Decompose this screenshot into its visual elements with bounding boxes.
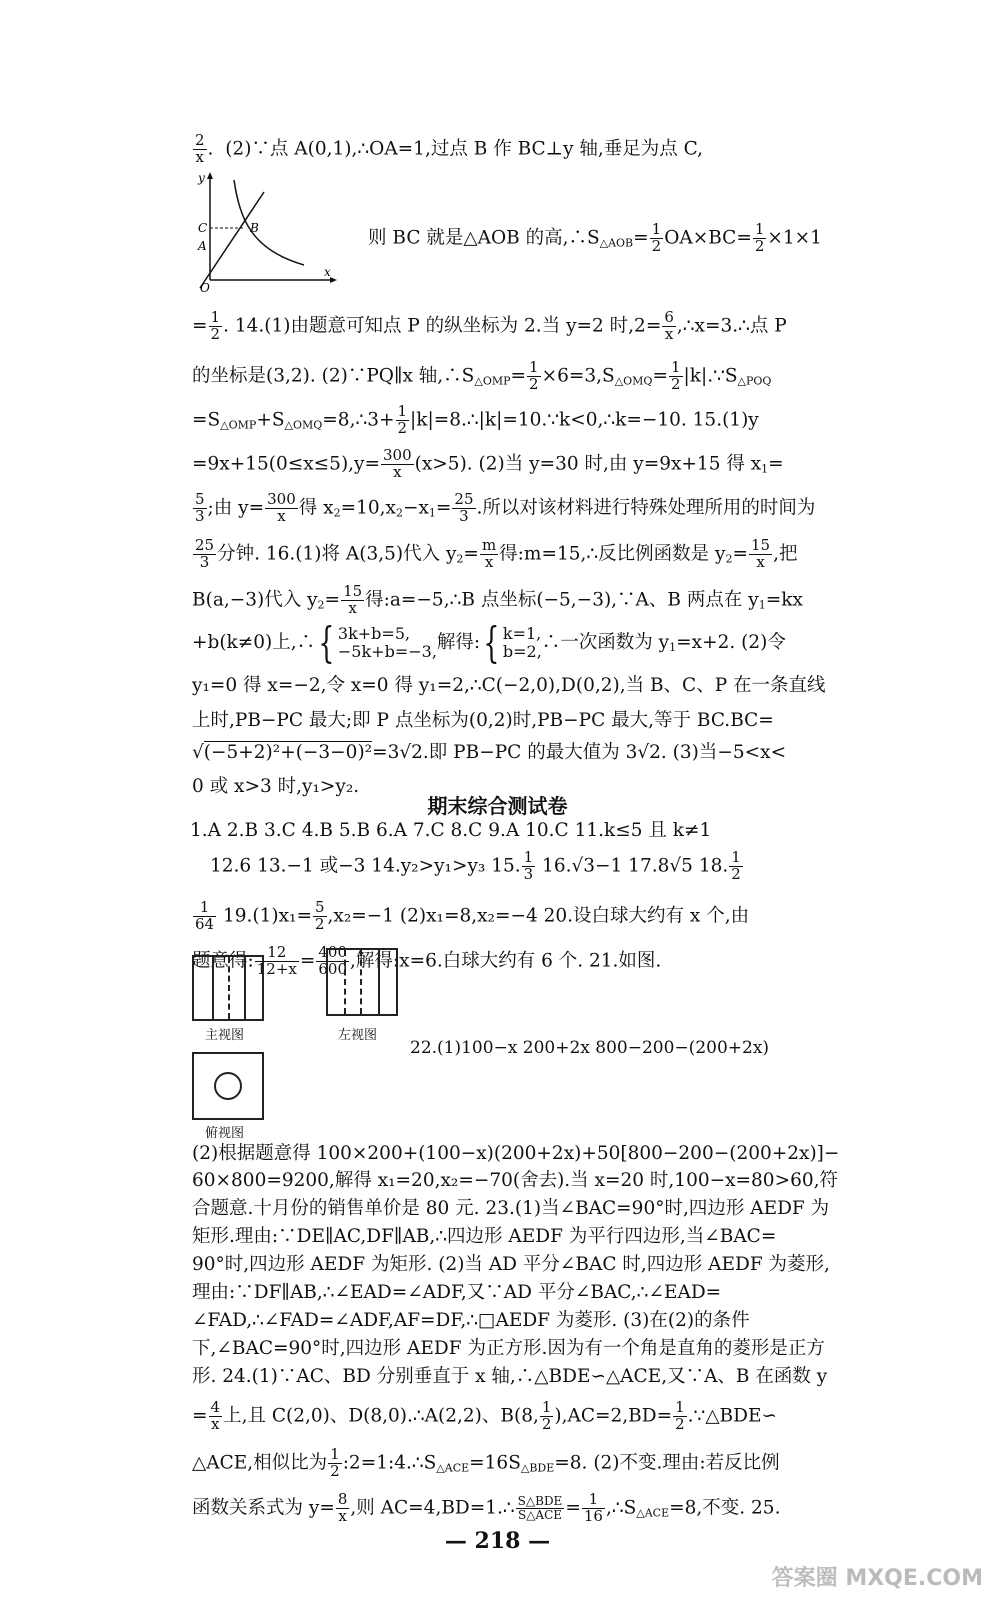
answer-line-2: 12.6 13.−1 或−3 14.y₂>y₁>y₃ 15. $\frac{1}{3}$ 16.√3−1 17.8√5 18. $\frac{1}{2}$: [210, 848, 741, 883]
answer-line-3: $\frac{1}{64}$ 19.(1)x₁= $\frac{5}{2}$ ,x₂=−1 (2)x₁=8,x₂=−4 20.设白球大约有 x 个,由: [195, 898, 750, 933]
left-view-drawing: [326, 948, 398, 1016]
left-view-caption: 左视图: [338, 1028, 378, 1043]
body-line-3: 合题意.十月份的销售单价是 80 元. 23.(1)当∠BAC=90°时,四边形 AEDF 为: [192, 1198, 830, 1219]
top-view-caption: 俯视图: [205, 1126, 245, 1141]
front-view-drawing: [192, 955, 264, 1021]
text-line-12: 上时,PB−PC 最大;即 P 点坐标为(0,2)时,PB−PC 最大,等于 BC.BC=: [192, 710, 774, 731]
text-line-9: B(a,−3)代入 $y_2=$ $\frac{15}{x}$ 得:a=−5,∴B 点坐标(−5,−3),∵A、B 两点在 $y_1=kx$: [192, 582, 803, 617]
body-line-8: 下,∠BAC=90°时,四边形 AEDF 为正方形.因为有一个角是直角的菱形是正方: [192, 1338, 825, 1359]
text-line-8: $\frac{25}{3}$ 分钟. 16.(1)将 A(3,5)代入 $y_2=$ $\frac{m}{x}$ 得:m=15,∴反比例函数是 $y_2=$ $\frac{15}{x}$ ,把: [195, 536, 798, 571]
section-title: 期末综合测试卷: [427, 794, 568, 818]
body-line-2: 60×800=9200,解得 x₁=20,x₂=−70(舍去).当 x=20 时,100−x=80>60,符: [192, 1170, 839, 1191]
body-line-11: △ACE,相似比为 $\frac{1}{2}$ $:2=1:4.\therefore S_{\triangle ACE}=16S_{\triangle BDE}=8$. (2)不变.理由:若反比例: [192, 1445, 780, 1480]
text-line-11: y₁=0 得 x=−2,令 x=0 得 y₁=2,∴C(−2,0),D(0,2),当 B、C、P 在一条直线: [192, 675, 826, 696]
graph-label-a: A: [198, 239, 207, 253]
text-line-5: $=S_{\triangle OMP}+S_{\triangle OMQ}=8,\therefore 3+$ $\frac{1}{2}$ |k|=8.∴|k|=10.∵k<0,∴k=−10. 15.(1)y: [192, 402, 759, 437]
text-line-7: $\frac{5}{3}$ ;由 y= $\frac{300}{x}$ 得 $x_2=10,x_2-x_1=$ $\frac{25}{3}$ .所以对该材料进行特殊处理所用的时间为: [195, 490, 816, 525]
text-line-13: √(−5+2)²+(−3−0)²=3√2.即 PB−PC 的最大值为 3√2. (3)当−5<x<: [192, 742, 787, 763]
body-line-1: (2)根据题意得 100×200+(100−x)(200+2x)+50[800−200−(200+2x)]−: [192, 1143, 840, 1164]
body-line-10: = $\frac{4}{x}$ 上,且 C(2,0)、D(8,0).∴A(2,2)、B(8, $\frac{1}{2}$ ),AC=2,BD= $\frac{1}{2}$ .∵△BDE∽: [192, 1398, 777, 1433]
text-line-6: =9x+15(0≤x≤5),y= $\frac{300}{x}$ (x>5). (2)当 y=30 时,由 y=9x+15 得 $x_1=$: [192, 446, 784, 481]
answer-line-4: 题意得: $\frac{12}{12+x}$ = $\frac{400}{600}$ ,解得:x=6.白球大约有 6 个. 21.如图.: [192, 943, 662, 978]
function-graph-figure: [192, 170, 342, 295]
body-line-7: ∠FAD,∴∠FAD=∠ADF,AF=DF,∴□AEDF 为菱形. (3)在(2)的条件: [192, 1310, 750, 1331]
text-line-2: 则 BC 就是△AOB 的高$,\therefore S_{\triangle AOB}=$ $\frac{1}{2}$ OA×BC= $\frac{1}{2}$ ×1×1: [368, 220, 822, 255]
graph-label-x: x: [324, 265, 331, 279]
body-line-4: 矩形.理由:∵DE∥AC,DF∥AB,∴四边形 AEDF 为平行四边形,当∠BAC=: [192, 1226, 777, 1247]
graph-label-b: B: [250, 221, 259, 235]
text-line-1: $\frac{2}{x}$ . (2)∵点 A(0,1),∴OA=1,过点 B 作 BC⊥y 轴,垂足为点 C,: [195, 131, 704, 166]
body-line-12: 函数关系式为 y= $\frac{8}{x}$ ,则 AC=4,BD=1.∴ $\frac{\text{S△BDE}}{\text{S△ACE}}$ = $\frac{1}{16}$ $,\therefore S_{\triangle ACE}=8$,不变. 25.: [192, 1490, 781, 1525]
answer-line-1: 1.A 2.B 3.C 4.B 5.B 6.A 7.C 8.C 9.A 10.C 11.k≤5 且 k≠1: [190, 820, 712, 841]
graph-label-o: O: [200, 281, 210, 295]
graph-label-y: y: [198, 171, 205, 185]
body-line-9: 形. 24.(1)∵AC、BD 分别垂直于 x 轴,∴△BDE∽△ACE,又∵A、B 在函数 y: [192, 1366, 828, 1387]
text-line-14: 0 或 x>3 时,y₁>y₂.: [192, 776, 360, 797]
text-line-3: = $\frac{1}{2}$ . 14.(1)由题意可知点 P 的纵坐标为 2.当 y=2 时,2= $\frac{6}{x}$ ,∴x=3.∴点 P: [192, 308, 787, 343]
circle-shape: [214, 1072, 242, 1100]
text-line-10: +b(k≠0)上,∴{ 3k+b=5, −5k+b=−3, 解得:{ k=1, b=2, ∴一次函数为 $y_1=x+2$. (2)令: [192, 618, 786, 667]
fraction: $\frac{2}{x}$: [195, 131, 205, 166]
front-view-caption: 主视图: [205, 1028, 245, 1043]
top-view-drawing: [192, 1052, 264, 1120]
body-line-6: 理由:∵DF∥AB,∴∠EAD=∠ADF,又∵AD 平分∠BAC,∴∠EAD=: [192, 1282, 722, 1303]
page-number: — 218 —: [444, 1528, 551, 1554]
watermark-logo: 答案圈 MXQE.COM: [771, 1566, 983, 1591]
text-line-4: 的坐标是(3,2). (2)∵PQ∥x 轴$,\therefore S_{\triangle OMP}=$ $\frac{1}{2}$ $\times 6=3,S_{\triangle OMQ}=$ $\frac{1}{2}$ $|k|.\because S_{\triangle POQ}$: [192, 358, 772, 393]
graph-label-c: C: [198, 221, 208, 235]
answer-line-22: 22.(1)100−x 200+2x 800−200−(200+2x): [410, 1038, 770, 1058]
body-line-5: 90°时,四边形 AEDF 为矩形. (2)当 AD 平分∠BAC 时,四边形 AEDF 为菱形,: [192, 1254, 830, 1275]
